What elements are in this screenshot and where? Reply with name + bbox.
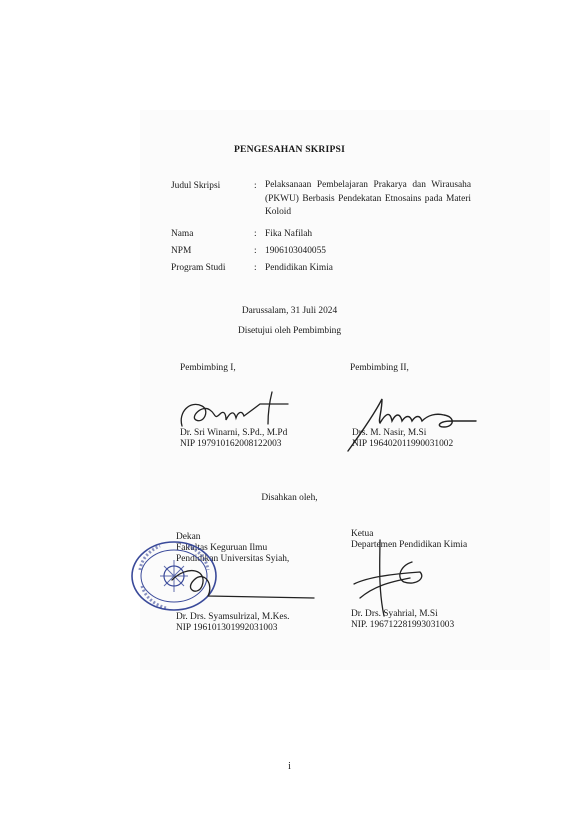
field-colon: : xyxy=(254,181,257,191)
ratified-by: Disahkan oleh, xyxy=(261,493,318,503)
dean-signature xyxy=(168,560,318,605)
field-colon: : xyxy=(254,229,257,239)
approved-by: Disetujui oleh Pembimbing xyxy=(237,326,342,336)
supervisor1-role: Pembimbing I, xyxy=(180,363,236,373)
supervisor2-role: Pembimbing II, xyxy=(350,363,409,373)
field-colon: : xyxy=(254,246,257,256)
place-date: Darussalam, 31 Juli 2024 xyxy=(241,306,338,316)
supervisor2-name: Drs. M. Nasir, M.Si xyxy=(352,428,427,438)
dean-role-line: Dekan xyxy=(176,532,201,542)
page-number: i xyxy=(288,761,291,772)
field-colon: : xyxy=(254,263,257,273)
field-value-npm: 1906103040055 xyxy=(265,246,326,256)
dean-nip: NIP 196101301992031003 xyxy=(176,623,278,633)
field-value-program: Pendidikan Kimia xyxy=(265,263,333,273)
head-role-line: Departemen Pendidikan Kimia xyxy=(351,540,468,550)
supervisor2-nip: NIP 196402011990031002 xyxy=(352,439,454,449)
supervisor1-name: Dr. Sri Winarni, S.Pd., M.Pd xyxy=(180,428,288,438)
dean-role-line: Fakultas Keguruan Ilmu xyxy=(176,543,268,553)
head-name: Dr. Drs. Syahrial, M.Si xyxy=(351,609,438,619)
field-value-title: Pelaksanaan Pembelajaran Prakarya dan Wirausaha (PKWU) Berbasis Pendekatan Etnosains pada Materi Koloid xyxy=(265,180,471,217)
document-title: PENGESAHAN SKRIPSI xyxy=(233,144,346,155)
dean-role-line: Pendidikan Universitas Syiah, xyxy=(176,554,290,564)
field-label-title: Judul Skripsi xyxy=(171,181,221,191)
field-label-npm: NPM xyxy=(171,246,192,256)
head-role-line: Ketua xyxy=(351,529,374,539)
field-label-program: Program Studi xyxy=(171,263,226,273)
head-signature xyxy=(350,538,430,618)
supervisor1-nip: NIP 197910162008122003 xyxy=(180,439,282,449)
dean-name: Dr. Drs. Syamsulrizal, M.Kes. xyxy=(176,612,290,622)
head-nip: NIP. 196712281993031003 xyxy=(351,620,455,630)
supervisor1-signature xyxy=(176,390,294,430)
field-value-name: Fika Nafilah xyxy=(265,229,313,239)
field-label-name: Nama xyxy=(171,229,194,239)
